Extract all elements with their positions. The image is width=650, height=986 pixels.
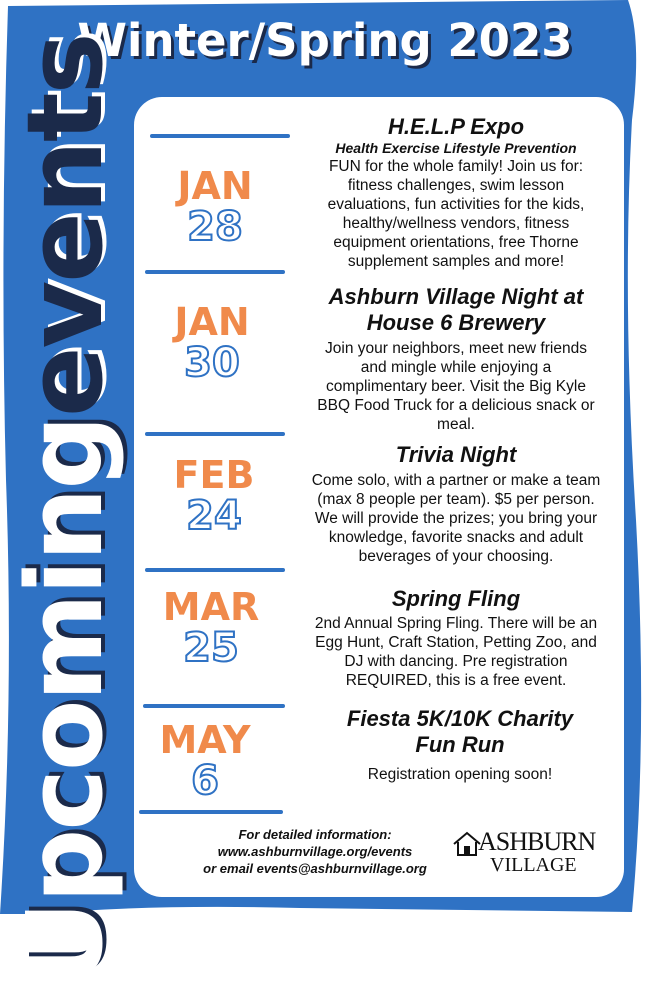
- divider: [143, 704, 285, 708]
- vertical-word-events: events: [4, 34, 126, 418]
- divider: [145, 568, 285, 572]
- page-title: Winter/Spring 2023: [77, 14, 573, 67]
- event-title: Spring Fling: [391, 586, 521, 611]
- event-description: Come solo, with a partner or make a team (max 8 people per team). $5 per person. We will provide the prizes; you bring your knowledge, favorite snacks and adult beverages of your choosing.: [311, 472, 601, 565]
- event-title: Ashburn Village Night at House 6 Brewery: [328, 284, 584, 335]
- event-subtitle: Health Exercise Lifestyle Prevention: [335, 140, 577, 156]
- logo-word-village: VILLAGE: [490, 854, 577, 876]
- divider: [145, 432, 285, 436]
- upcoming-events-vertical-heading: [4, 34, 126, 986]
- event-details: [294, 586, 618, 690]
- divider: [139, 810, 283, 814]
- event-title: Fiesta 5K/10K Charity Fun Run: [346, 706, 574, 757]
- event-date: [162, 302, 262, 384]
- website-link[interactable]: www.ashburnvillage.org/events: [217, 844, 413, 859]
- event-date: [164, 455, 264, 537]
- event-month: FEB: [173, 453, 255, 497]
- event-title: H.E.L.P Expo: [387, 114, 525, 139]
- divider: [150, 134, 290, 138]
- vertical-word-upcoming: Upcoming: [4, 417, 126, 986]
- event-day: 24: [186, 493, 242, 539]
- event-month: MAY: [159, 718, 251, 762]
- event-day: 28: [187, 204, 243, 250]
- event-title: Trivia Night: [395, 442, 517, 467]
- event-month: MAR: [162, 585, 260, 629]
- event-date: [156, 587, 266, 669]
- event-day: 25: [183, 625, 239, 671]
- event-month: JAN: [174, 300, 250, 344]
- event-day: 6: [191, 758, 219, 804]
- event-description: 2nd Annual Spring Fling. There will be an Egg Hunt, Craft Station, Petting Zoo, and DJ with dancing. Pre registration REQUIRED, this is a free event.: [314, 615, 598, 689]
- email-link[interactable]: or email events@ashburnvillage.org: [203, 861, 427, 876]
- event-month: JAN: [177, 164, 253, 208]
- event-day: 30: [184, 340, 240, 386]
- logo-word-ashburn: ASHBURN: [478, 827, 596, 856]
- event-description: Registration opening soon!: [367, 766, 553, 783]
- event-details: [296, 114, 616, 271]
- event-details: [294, 442, 618, 566]
- event-description: Join your neighbors, meet new friends and mingle while enjoying a complimentary beer. Visit the Big Kyle BBQ Food Truck for a delicious snack or meal.: [317, 340, 595, 433]
- event-description: FUN for the whole family! Join us for: fitness challenges, swim lesson evaluations, fun activities for the kids, healthy/wellness vendors, fitness equipment orientations, free Thorne supplement samples and more!: [327, 158, 585, 270]
- contact-info: [190, 826, 440, 877]
- contact-line: For detailed information:: [238, 827, 392, 842]
- event-date: [150, 720, 260, 802]
- divider: [145, 270, 285, 274]
- ashburn-village-logo: [452, 826, 596, 882]
- event-date: [165, 166, 265, 248]
- event-details: [296, 284, 616, 434]
- event-details: [300, 706, 620, 784]
